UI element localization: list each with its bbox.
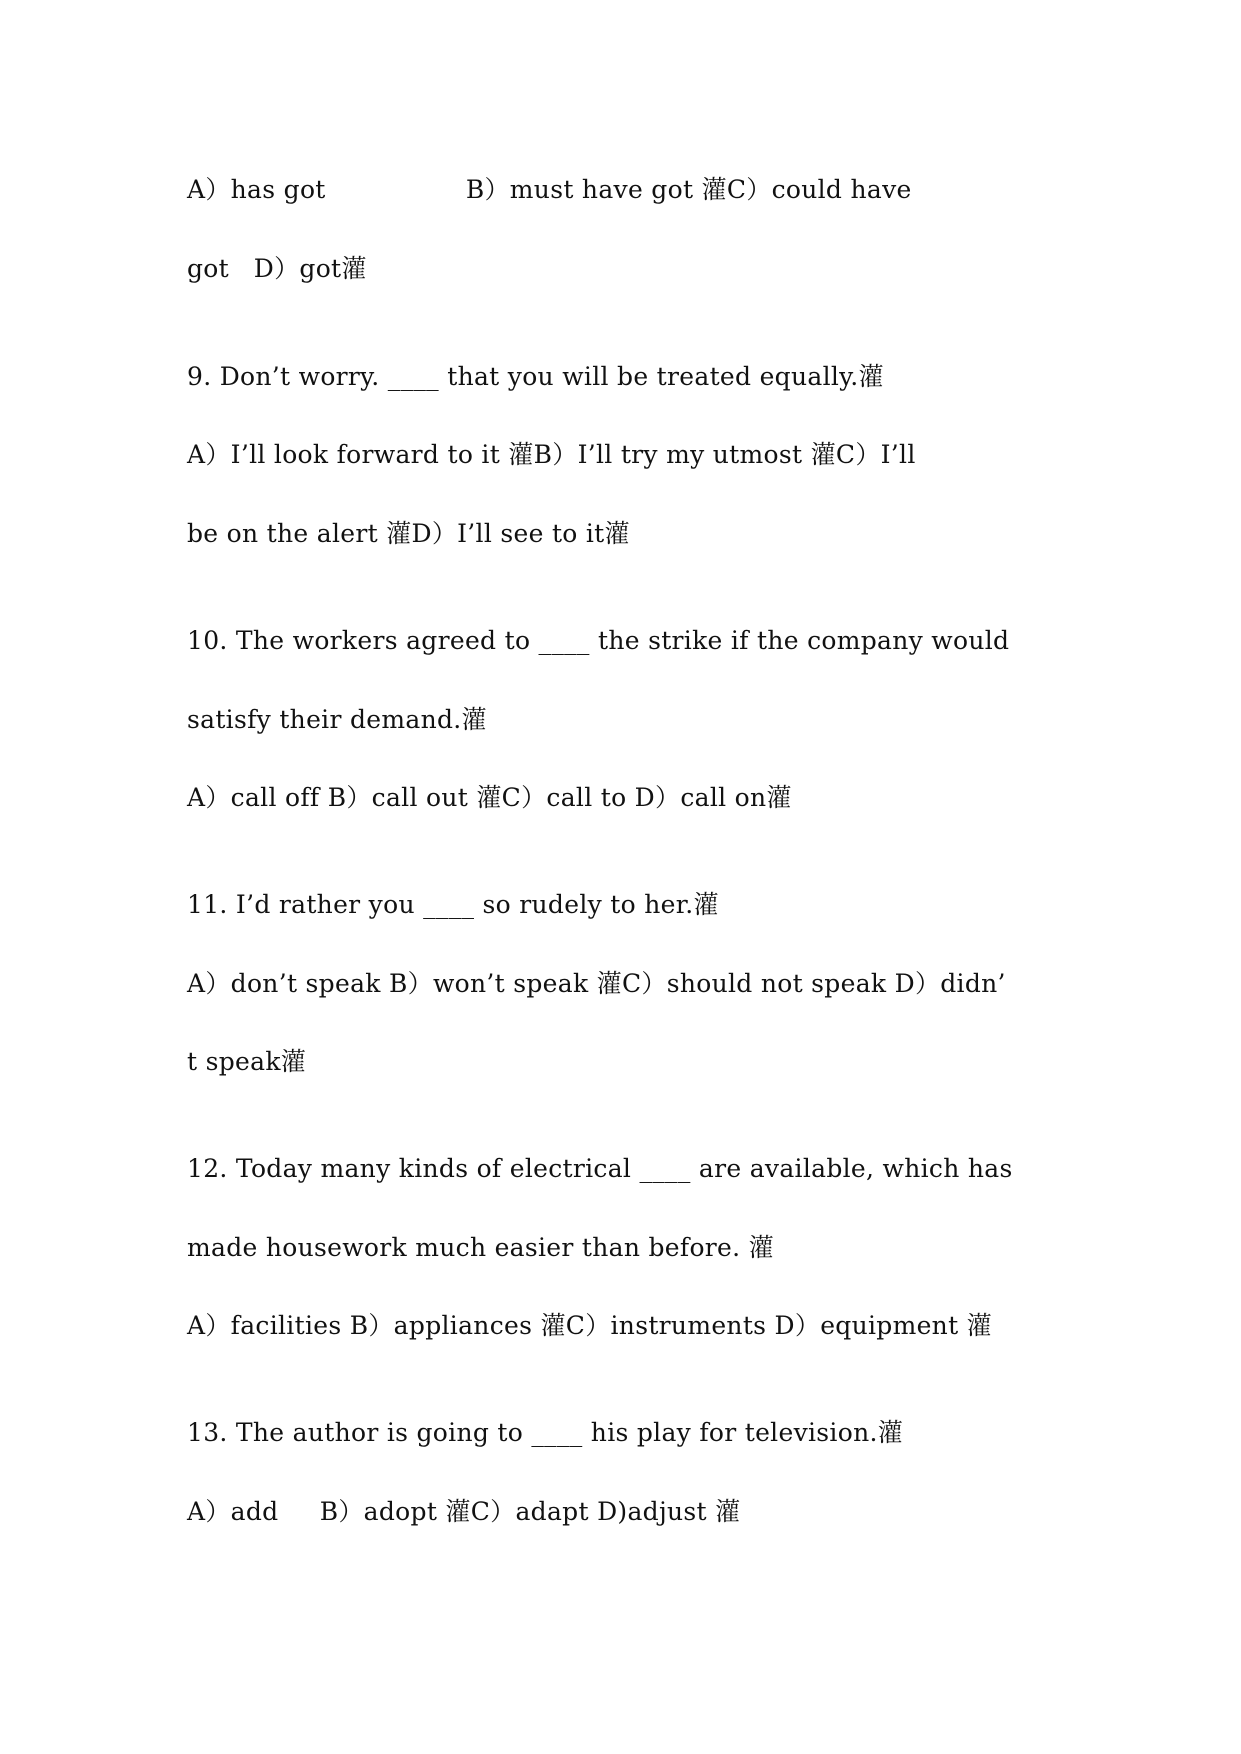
q9-question: 9. Don’t worry. ____ that you will be treated equally.灌 — [187, 362, 884, 391]
q11-options-line-1: A）don’t speak B）won’t speak 灌C）should not speak D）didn’ — [187, 969, 1006, 998]
q11-options-line-2: t speak灌 — [187, 1047, 307, 1076]
q9-options-line-2: be on the alert 灌D）I’ll see to it灌 — [187, 519, 630, 548]
q13-options: A）add B）adopt 灌C）adapt D)adjust 灌 — [187, 1497, 741, 1526]
q11-question: 11. I’d rather you ____ so rudely to her.灌 — [187, 890, 719, 919]
q12-question-line-1: 12. Today many kinds of electrical ____ are available, which has — [187, 1154, 1013, 1183]
q10-question-line-1: 10. The workers agreed to ____ the strike if the company would — [187, 626, 1010, 655]
q10-question-line-2: satisfy their demand.灌 — [187, 705, 487, 734]
q12-options: A）facilities B）appliances 灌C）instruments D）equipment 灌 — [187, 1311, 992, 1340]
q10-options: A）call off B）call out 灌C）call to D）call on灌 — [187, 783, 792, 812]
q8-options-line-1: A）has got B）must have got 灌C）could have — [187, 175, 912, 204]
q8-options-line-2: got D）got灌 — [187, 254, 367, 283]
q12-question-line-2: made housework much easier than before. 灌 — [187, 1233, 774, 1262]
q9-options-line-1: A）I’ll look forward to it 灌B）I’ll try my utmost 灌C）I’ll — [187, 440, 916, 469]
q13-question: 13. The author is going to ____ his play for television.灌 — [187, 1418, 904, 1447]
